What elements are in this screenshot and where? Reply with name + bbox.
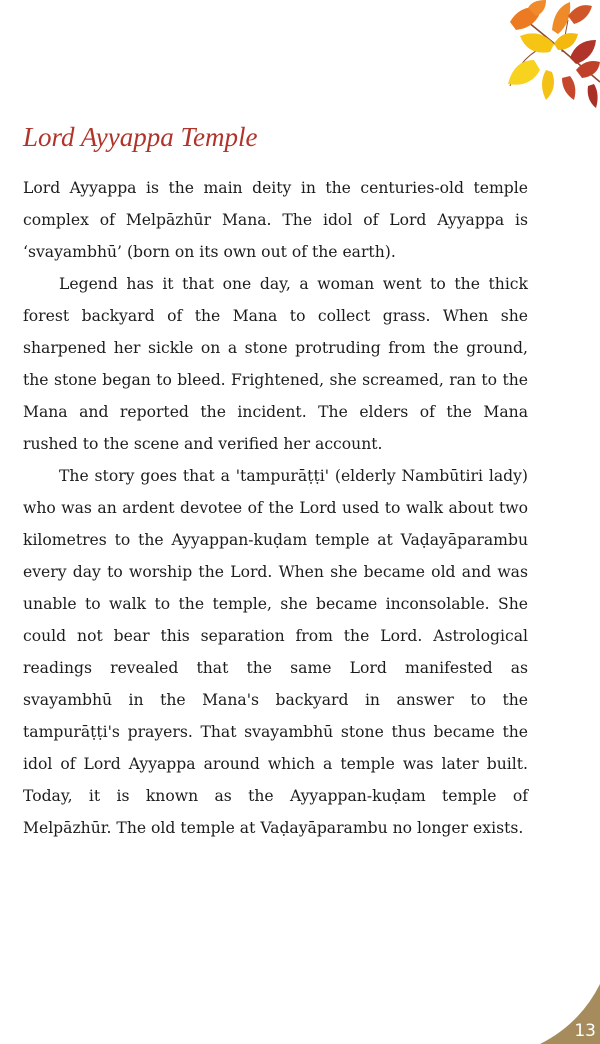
paragraph-story: The story goes that a 'tampurāṭṭi' (elderly Nambūtiri lady) who was an ardent devotee of the Lord used to walk about two kilometres to the Ayyappan-kuḍam temple at Vaḍayāparambu every day to worship the Lord. When she became old and was unable to walk to the temple, she became inconsolable. She could not bear this separation from the Lord. Astrological readings revealed that the same Lord manifested as svayambhū in the Mana's backyard in answer to the tampurāṭṭi's prayers. That svayambhū stone thus became the idol of Lord Ayyappa around which a temple was later built. Today, it is known as the Ayyappan-kuḍam temple of Melpāzhūr. The old temple at Vaḍayāparambu no longer exists. [23, 467, 528, 837]
body-text [23, 172, 528, 844]
autumn-leaves-icon [450, 0, 600, 110]
paragraph-intro: Lord Ayyappa is the main deity in the centuries-old temple complex of Melpāzhūr Mana. The idol of Lord Ayyappa is ‘svayambhū’ (born on its own out of the earth). [23, 179, 528, 261]
page-title: Lord Ayyappa Temple [23, 122, 258, 152]
paragraph-legend: Legend has it that one day, a woman went to the thick forest backyard of the Mana to collect grass. When she sharpened her sickle on a stone protruding from the ground, the stone began to bleed. Frightened, she screamed, ran to the Mana and reported the incident. The elders of the Mana rushed to the scene and verified her account. [23, 275, 528, 453]
page-number: 13 [574, 1021, 596, 1041]
